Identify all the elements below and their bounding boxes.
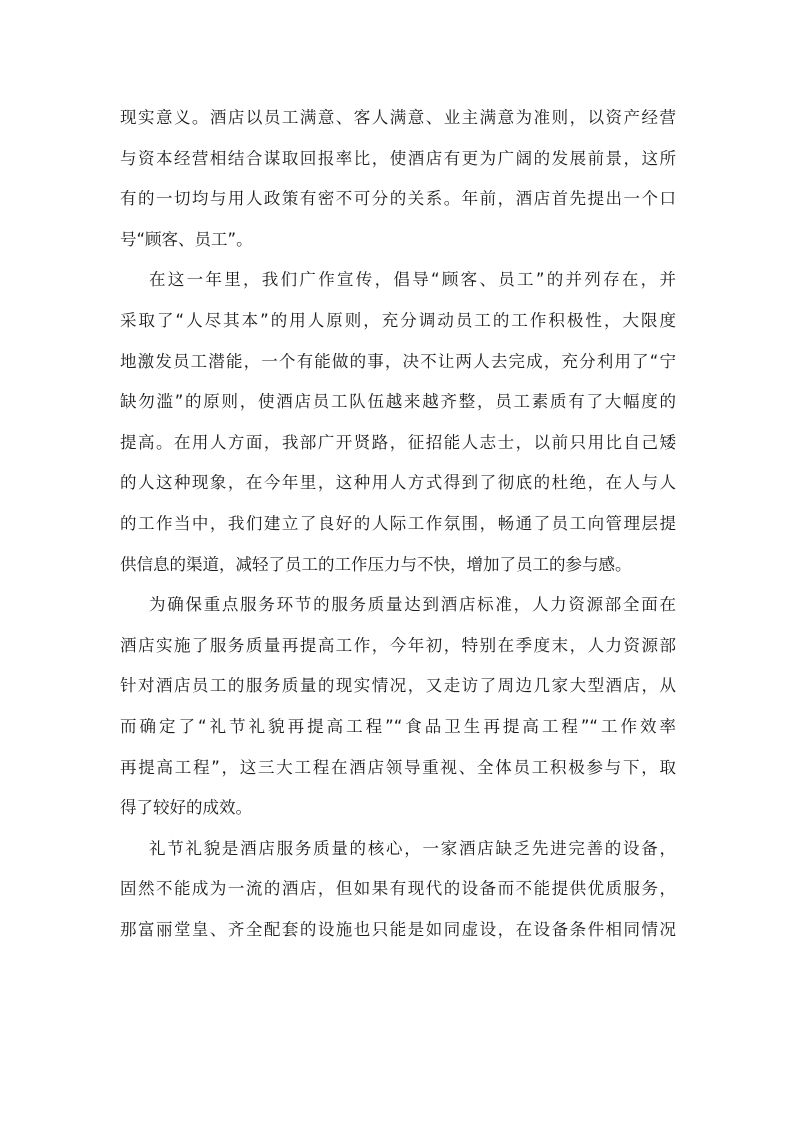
text-line: 固然不能成为一流的酒店，但如果有现代的设备而不能提供优质服务， [120,879,676,899]
text-line: 与资本经营相结合谋取回报率比，使酒店有更为广阔的发展前景，这所 [120,148,676,168]
text-line: 再提高工程”，这三大工程在酒店领导重视、全体员工积极参与下，取 [120,757,676,777]
text-line: 针对酒店员工的服务质量的现实情况，又走访了周边几家大型酒店，从 [120,676,676,696]
text-line: 的工作当中，我们建立了良好的人际工作氛围，畅通了员工向管理层提 [120,513,676,533]
text-line: 号“顾客、员工”。 [120,229,253,249]
text-line: 地激发员工潜能，一个有能做的事，决不让两人去完成，充分利用了“宁 [120,351,676,371]
text-line: 为确保重点服务环节的服务质量达到酒店标准，人力资源部全面在 [149,595,676,615]
document-body [120,98,676,950]
paragraph [120,585,676,829]
text-line: 提高。在用人方面，我部广开贤路，征招能人志士，以前只用比自己矮 [120,432,676,452]
text-line: 的人这种现象，在今年里，这种用人方式得到了彻底的杜绝，在人与人 [120,473,676,493]
text-line: 在这一年里，我们广作宣传，倡导“顾客、员工”的并列存在，并 [149,270,676,290]
text-line: 供信息的渠道，减轻了员工的工作压力与不快，增加了员工的参与感。 [120,554,632,574]
text-line: 得了较好的成效。 [120,798,252,818]
text-line: 采取了“人尽其本”的用人原则，充分调动员工的工作积极性，大限度 [120,310,676,330]
text-line: 现实意义。酒店以员工满意、客人满意、业主满意为准则，以资产经营 [120,108,676,127]
text-line: 有的一切均与用人政策有密不可分的关系。年前，酒店首先提出一个口 [120,189,676,209]
paragraph [120,260,676,585]
text-line: 礼节礼貌是酒店服务质量的核心，一家酒店缺乏先进完善的设备， [149,838,676,858]
paragraph [120,829,676,951]
text-line: 而确定了“礼节礼貌再提高工程”“食品卫生再提高工程”“工作效率 [120,716,676,736]
text-line: 酒店实施了服务质量再提高工作，今年初，特别在季度末，人力资源部 [120,635,676,655]
text-line: 缺勿滥”的原则，使酒店员工队伍越来越齐整，员工素质有了大幅度的 [120,392,676,412]
text-line: 那富丽堂皇、齐全配套的设施也只能是如同虚设，在设备条件相同情况 [120,919,676,939]
paragraph [120,98,676,260]
